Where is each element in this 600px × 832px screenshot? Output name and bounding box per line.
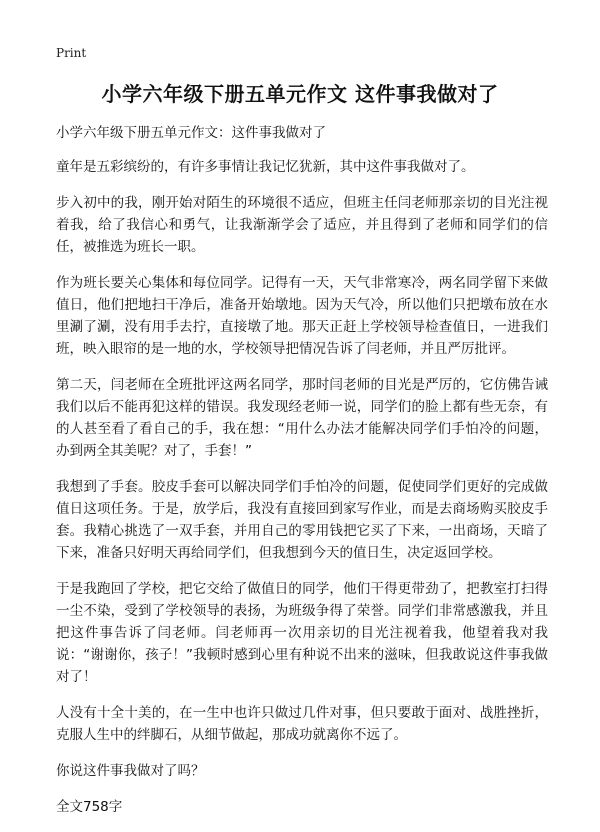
- paragraph-gloves: 我想到了手套。胶皮手套可以解决同学们手怕冷的问题，促使同学们更好的完成做值日这项任务。于是，放学后，我没有直接回到家写作业，而是去商场购买胶皮手套。我精心挑选了一双手套，并用自己的零用钱把它买了下来，一出商场，天暗了下来，准备只好明天再给同学们，但我想到今天的值日生，决定返回学校。: [56, 479, 548, 561]
- word-count: 全文758字: [56, 799, 123, 815]
- paragraph-junior-high: 步入初中的我，刚开始对陌生的环境很不适应，但班主任闫老师那亲切的目光注视着我，给了我信心和勇气，让我渐渐学会了适应，并且得到了老师和同学们的信任，被推选为班长一职。: [56, 195, 548, 255]
- article-subtitle: 小学六年级下册五单元作文：这件事我做对了: [56, 125, 326, 141]
- paragraph-intro: 童年是五彩缤纷的，有许多事情让我记忆犹新，其中这件事我做对了。: [56, 159, 475, 175]
- page-title: 小学六年级下册五单元作文 这件事我做对了: [101, 82, 499, 106]
- paragraph-cleaning-duty: 作为班长要关心集体和每位同学。记得有一天，天气非常寒冷，两名同学留下来做值日，他们把地扫干净后，准备开始墩地。因为天气冷，所以他们只把墩布放在水里涮了涮，没有用手去拧，直接墩了地。那天正赶上学校领导检查值日，一进我们班，映入眼帘的是一地的水，学校领导把情况告诉了闫老师，并且严厉批评。: [56, 275, 548, 357]
- paragraph-return-school: 于是我跑回了学校，把它交给了做值日的同学，他们干得更带劲了，把教室打扫得一尘不染，受到了学校领导的表扬，为班级争得了荣誉。同学们非常感激我，并且把这件事告诉了闫老师。闫老师再一次用亲切的目光注视着我，他望着我对我说：“谢谢你，孩子！”我顿时感到心里有种说不出来的滋味，但我敢说这件事我做对了！: [56, 581, 548, 685]
- print-link[interactable]: Print: [56, 46, 87, 60]
- paragraph-criticism: 第二天，闫老师在全班批评这两名同学，那时闫老师的目光是严厉的，它仿佛告诫我们以后不能再犯这样的错误。我发现经老师一说，同学们的脸上都有些无奈，有的人甚至看了看自己的手，我在想：“用什么办法才能解决同学们手怕冷的问题，办到两全其美呢？对了，手套！”: [56, 377, 548, 459]
- paragraph-lesson: 人没有十全十美的，在一生中也许只做过几件对事，但只要敢于面对、战胜挫折，克服人生中的绊脚石，从细节做起，那成功就离你不远了。: [56, 705, 548, 743]
- paragraph-question: 你说这件事我做对了吗？: [56, 763, 205, 779]
- article-body: [56, 122, 548, 832]
